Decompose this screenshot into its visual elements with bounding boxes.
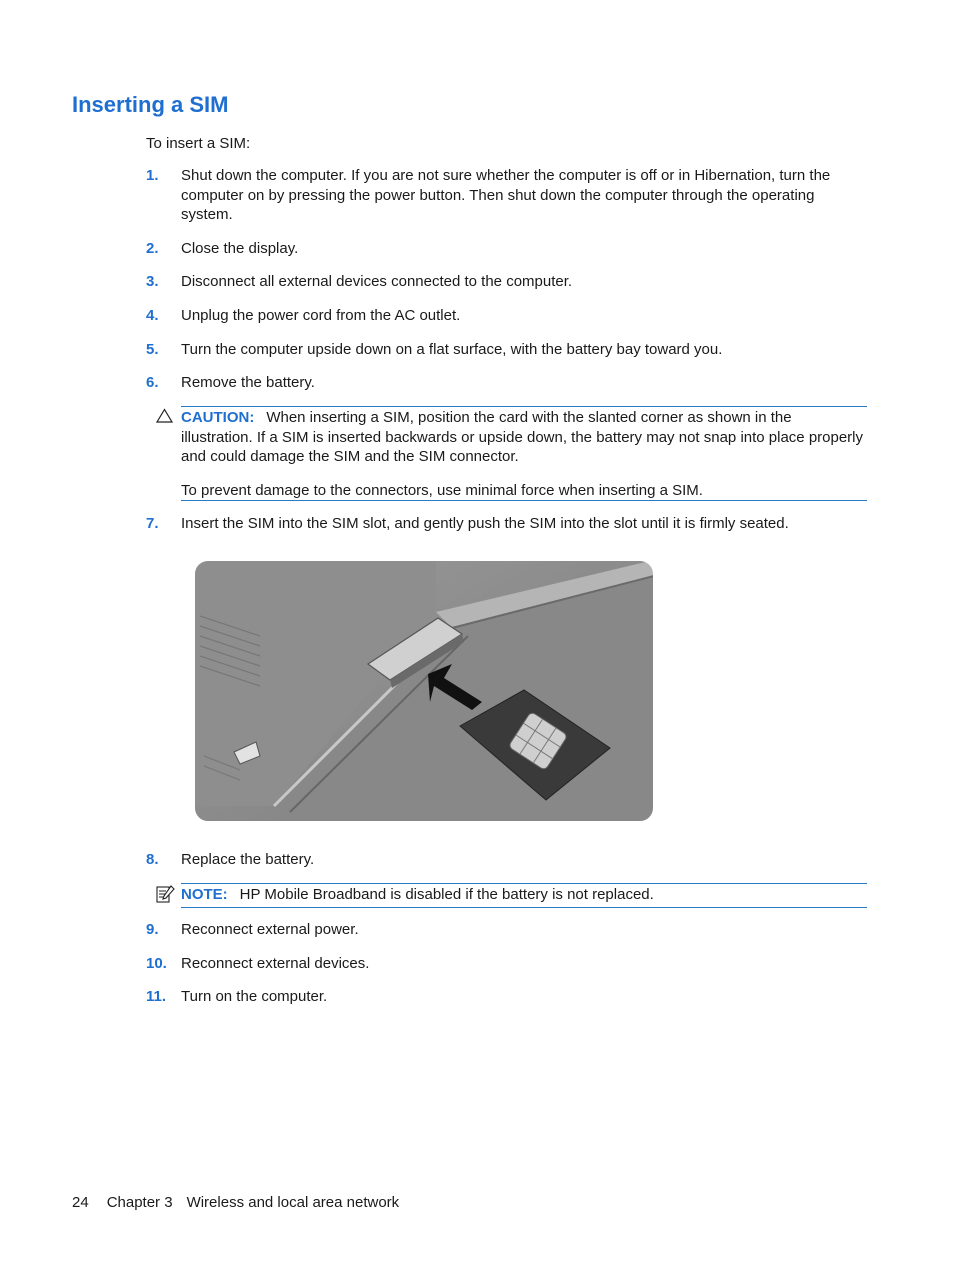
step-text: Insert the SIM into the SIM slot, and gently push the SIM into the slot until it is firmly seated. [181,515,789,532]
note-text: HP Mobile Broadband is disabled if the battery is not replaced. [239,886,654,903]
step-11 [146,987,868,1007]
step-number: 4. [146,307,159,324]
step-text: Close the display. [181,240,299,257]
step-3 [146,272,868,292]
step-text: Unplug the power cord from the AC outlet. [181,307,461,324]
chapter-title: Wireless and local area network [186,1194,400,1211]
note-label: NOTE: [181,886,228,903]
step-text: Turn the computer upside down on a flat surface, with the battery bay toward you. [181,341,723,358]
page-title: Inserting a SIM [72,92,229,117]
step-number: 11. [146,988,167,1005]
step-7 [146,514,868,534]
step-number: 3. [146,273,159,290]
note-pencil-icon [155,884,175,904]
caution-box [181,406,867,501]
step-6 [146,373,868,393]
step-text: Reconnect external devices. [181,955,370,972]
step-1 [146,166,868,225]
step-number: 7. [146,515,159,532]
chapter-label: Chapter 3 [106,1194,173,1211]
step-5 [146,340,868,360]
note-box [181,883,867,908]
step-text: Replace the battery. [181,851,315,868]
step-text: Remove the battery. [181,374,315,391]
caution-label: CAUTION: [181,409,255,426]
step-9 [146,920,868,940]
step-number: 5. [146,341,159,358]
step-number: 1. [146,167,159,184]
caution-paragraph-2: To prevent damage to the connectors, use minimal force when inserting a SIM. [181,481,703,499]
step-number: 8. [146,851,159,868]
step-number: 2. [146,240,159,257]
page-number: 24 [72,1194,89,1211]
step-4 [146,306,868,326]
step-number: 6. [146,374,159,391]
intro-text: To insert a SIM: [146,135,251,152]
note-paragraph [181,885,867,905]
sim-insertion-illustration [190,556,658,826]
caution-paragraph [181,408,867,467]
step-text: Disconnect all external devices connected to the computer. [181,273,573,290]
step-text: Turn on the computer. [181,988,328,1005]
caution-triangle-icon [156,408,173,423]
step-10 [146,954,868,974]
step-2 [146,239,868,259]
step-text: Shut down the computer. If you are not sure whether the computer is off or in Hibernation, turn the computer on by pressing the power button. Then shut down the computer through the operating system. [181,167,831,223]
step-number: 10. [146,955,167,972]
page-footer [72,1194,399,1211]
caution-text: When inserting a SIM, position the card with the slanted corner as shown in the illustration. If a SIM is inserted backwards or upside down, the battery may not snap into place properly and could damage the SIM and the SIM connector. [181,409,864,465]
step-8 [146,850,868,870]
step-text: Reconnect external power. [181,921,359,938]
step-number: 9. [146,921,159,938]
